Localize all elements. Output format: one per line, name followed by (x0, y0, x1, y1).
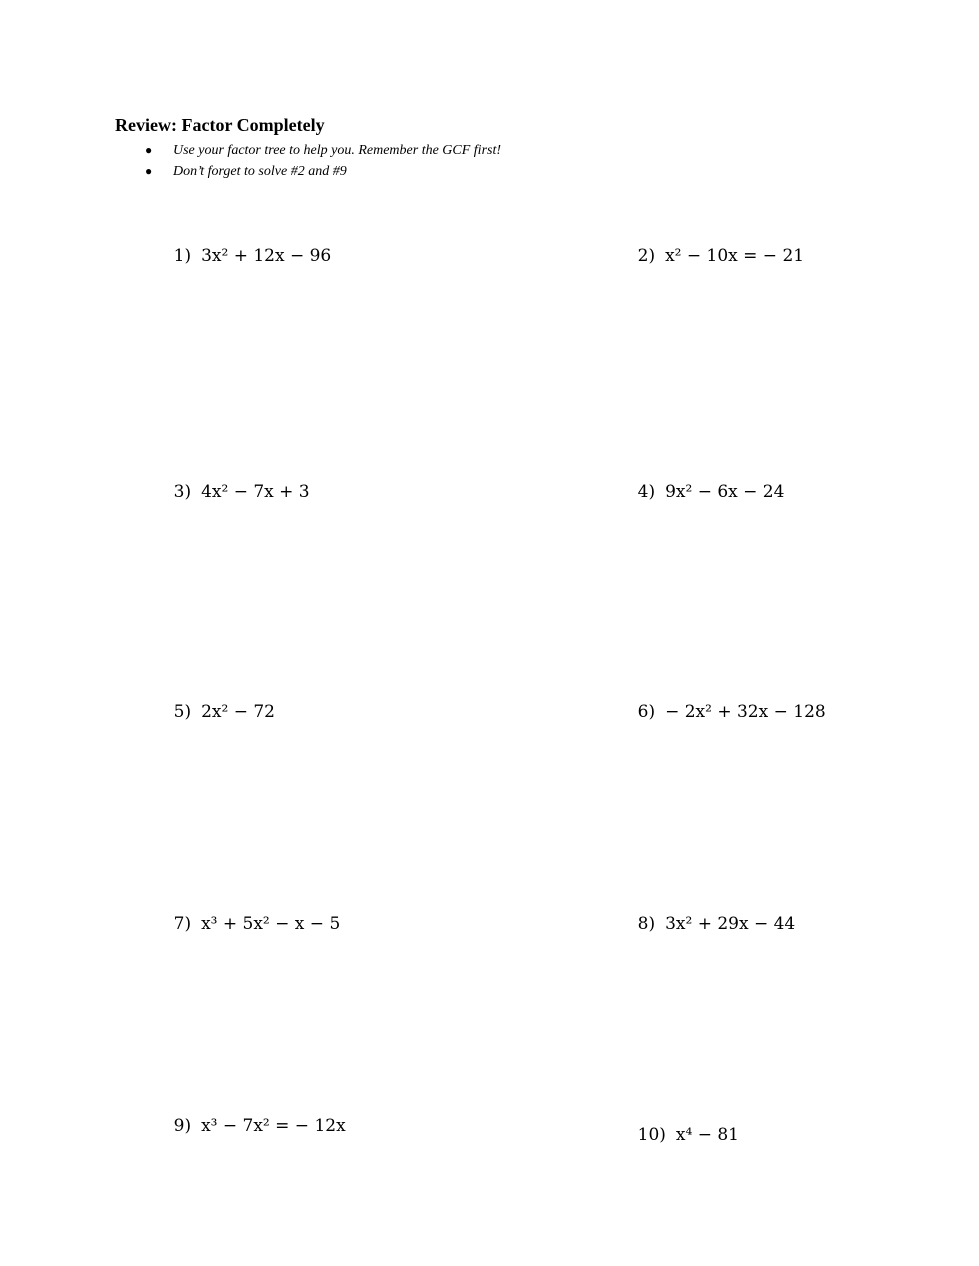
problem-expression: 3x² + 29x − 44 (665, 914, 796, 934)
problem-expression: x³ + 5x² − x − 5 (201, 914, 341, 934)
problem-number: 4) (637, 482, 656, 502)
problem-number: 2) (637, 246, 656, 266)
problem-number: 3) (173, 482, 192, 502)
bullet-icon: ● (145, 143, 153, 157)
problem-3 (152, 462, 310, 522)
problem-6 (616, 682, 826, 742)
problem-2 (616, 226, 804, 286)
problem-expression: 2x² − 72 (201, 702, 275, 722)
problem-8 (616, 894, 795, 954)
worksheet-title: Review: Factor Completely (115, 115, 325, 135)
problem-5 (152, 682, 275, 742)
problem-number: 7) (173, 914, 192, 934)
problem-number: 10) (637, 1125, 666, 1145)
problem-number: 9) (173, 1116, 192, 1136)
problem-4 (616, 462, 784, 522)
problem-expression: 9x² − 6x − 24 (665, 482, 785, 502)
instruction-text: Don’t forget to solve #2 and #9 (173, 164, 347, 179)
problem-9 (152, 1096, 346, 1156)
problem-expression: 3x² + 12x − 96 (201, 246, 332, 266)
problem-expression: x³ − 7x² = − 12x (201, 1116, 346, 1136)
problem-7 (152, 894, 340, 954)
problem-expression: x⁴ − 81 (675, 1125, 739, 1145)
problem-1 (152, 226, 331, 286)
problem-10 (616, 1105, 739, 1165)
problem-number: 5) (173, 702, 192, 722)
problem-expression: 4x² − 7x + 3 (201, 482, 310, 502)
problem-expression: − 2x² + 32x − 128 (665, 702, 826, 722)
problem-number: 8) (637, 914, 656, 934)
instruction-text: Use your factor tree to help you. Remember the GCF first! (173, 143, 502, 158)
problem-number: 1) (173, 246, 192, 266)
problem-number: 6) (637, 702, 656, 722)
bullet-icon: ● (145, 164, 153, 178)
problem-expression: x² − 10x = − 21 (665, 246, 805, 266)
